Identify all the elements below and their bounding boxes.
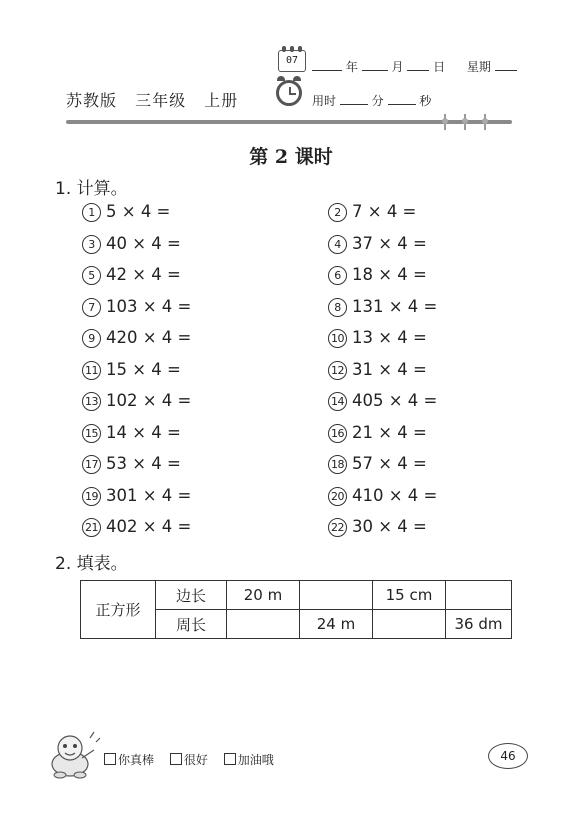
problem-expression: 405 × 4 = (352, 391, 438, 410)
problem-expression: 14 × 4 = (106, 422, 181, 442)
checkbox-icon (104, 753, 116, 765)
problem-number: 1 (82, 203, 101, 222)
problem-expression: 102 × 4 = (106, 391, 192, 410)
option-label: 你真棒 (118, 753, 155, 767)
calc-problem (328, 328, 427, 348)
table-cell[interactable]: 36 dm (446, 610, 512, 639)
problem-number: 5 (82, 266, 101, 285)
page-number: 46 (488, 743, 528, 769)
calc-problem (82, 297, 191, 317)
table-row (81, 581, 512, 610)
calc-problem (82, 328, 191, 348)
calc-problem (328, 265, 427, 285)
calc-problem (82, 265, 181, 285)
option-great[interactable] (104, 753, 154, 767)
problem-number: 21 (82, 518, 101, 537)
minutes-blank[interactable] (340, 94, 368, 105)
table-cell[interactable] (373, 610, 446, 639)
option-label: 加油哦 (237, 753, 274, 767)
question-1-heading: 1. 计算。 (55, 179, 128, 199)
calc-problem (328, 517, 427, 537)
year-blank[interactable] (312, 60, 342, 71)
calc-problem (328, 202, 416, 222)
problem-number: 16 (328, 424, 347, 443)
problem-number: 17 (82, 455, 101, 474)
problem-expression: 53 × 4 = (106, 454, 181, 473)
problem-expression: 402 × 4 = (106, 517, 192, 536)
problem-expression: 37 × 4 = (352, 233, 427, 253)
problem-expression: 18 × 4 = (352, 265, 427, 284)
checkbox-icon (224, 753, 236, 765)
time-used-label: 用时 (312, 94, 337, 108)
volume: 上册 (204, 91, 239, 110)
weekday-blank[interactable] (495, 60, 517, 71)
calc-problem (82, 202, 170, 222)
time-line (312, 92, 431, 109)
problem-number: 12 (328, 361, 347, 380)
row-header-square: 正方形 (81, 581, 156, 639)
calendar-number: 07 (285, 55, 299, 66)
side-length-label: 边长 (156, 581, 227, 610)
mascot-icon (46, 728, 102, 780)
seconds-blank[interactable] (388, 94, 416, 105)
problem-expression: 13 × 4 = (352, 328, 427, 347)
problem-expression: 410 × 4 = (352, 485, 438, 505)
problem-number: 18 (328, 455, 347, 474)
problem-expression: 40 × 4 = (106, 233, 181, 253)
square-table (80, 580, 512, 639)
calendar-icon (278, 50, 306, 72)
book-label (66, 88, 250, 111)
problem-expression: 7 × 4 = (352, 202, 417, 221)
self-evaluation (104, 751, 286, 768)
problem-number: 20 (328, 487, 347, 506)
calc-problem (328, 486, 437, 506)
beads-decoration (438, 114, 498, 134)
problem-expression: 131 × 4 = (352, 296, 438, 316)
alarm-clock-icon (276, 80, 302, 106)
problem-number: 9 (82, 329, 101, 348)
problem-number: 3 (82, 235, 101, 254)
table-cell[interactable]: 20 m (227, 581, 300, 610)
calc-problem (82, 234, 181, 254)
problem-number: 11 (82, 361, 101, 380)
problem-expression: 15 × 4 = (106, 359, 181, 379)
problem-expression: 301 × 4 = (106, 485, 192, 505)
problem-number: 10 (328, 329, 347, 348)
problem-expression: 30 × 4 = (352, 517, 427, 536)
option-label: 很好 (183, 753, 208, 767)
minutes-label: 分 (371, 94, 384, 108)
problem-number: 7 (82, 298, 101, 317)
calc-problem (328, 391, 437, 411)
checkbox-icon (170, 753, 182, 765)
problem-number: 4 (328, 235, 347, 254)
calc-problem (328, 234, 427, 254)
problem-number: 14 (328, 392, 347, 411)
perimeter-label: 周长 (156, 610, 227, 639)
calc-problem (82, 391, 191, 411)
calc-problem (328, 360, 427, 380)
problem-number: 2 (328, 203, 347, 222)
weekday-label: 星期 (466, 60, 491, 74)
publisher: 苏教版 (66, 91, 118, 110)
question-2-heading: 2. 填表。 (55, 554, 128, 574)
problem-number: 6 (328, 266, 347, 285)
problem-expression: 420 × 4 = (106, 328, 192, 347)
year-label: 年 (345, 60, 358, 74)
option-good[interactable] (170, 753, 208, 767)
calc-problem (328, 454, 427, 474)
calc-problem (82, 360, 181, 380)
calc-problem (328, 423, 427, 443)
month-label: 月 (391, 60, 404, 74)
seconds-label: 秒 (419, 94, 432, 108)
day-label: 日 (433, 60, 446, 74)
month-blank[interactable] (362, 60, 388, 71)
problem-expression: 103 × 4 = (106, 296, 192, 316)
problem-number: 13 (82, 392, 101, 411)
problem-number: 22 (328, 518, 347, 537)
table-cell[interactable]: 15 cm (373, 581, 446, 610)
lesson-title: 第 2 课时 (249, 146, 333, 168)
problem-expression: 57 × 4 = (352, 454, 427, 473)
problem-expression: 5 × 4 = (106, 202, 171, 221)
option-keep-going[interactable] (224, 753, 274, 767)
calc-problem (82, 486, 191, 506)
problem-number: 19 (82, 487, 101, 506)
calc-problem (82, 423, 181, 443)
table-cell[interactable] (227, 610, 300, 639)
day-blank[interactable] (407, 60, 429, 71)
problem-expression: 42 × 4 = (106, 265, 181, 284)
calc-problem (82, 454, 181, 474)
calc-problem (328, 297, 437, 317)
table-cell[interactable]: 24 m (300, 610, 373, 639)
grade: 三年级 (135, 91, 187, 110)
date-line (312, 58, 517, 75)
problem-expression: 31 × 4 = (352, 359, 427, 379)
problem-number: 8 (328, 298, 347, 317)
table-cell[interactable] (300, 581, 373, 610)
problem-expression: 21 × 4 = (352, 422, 427, 442)
calc-problem (82, 517, 191, 537)
problem-number: 15 (82, 424, 101, 443)
table-cell[interactable] (446, 581, 512, 610)
